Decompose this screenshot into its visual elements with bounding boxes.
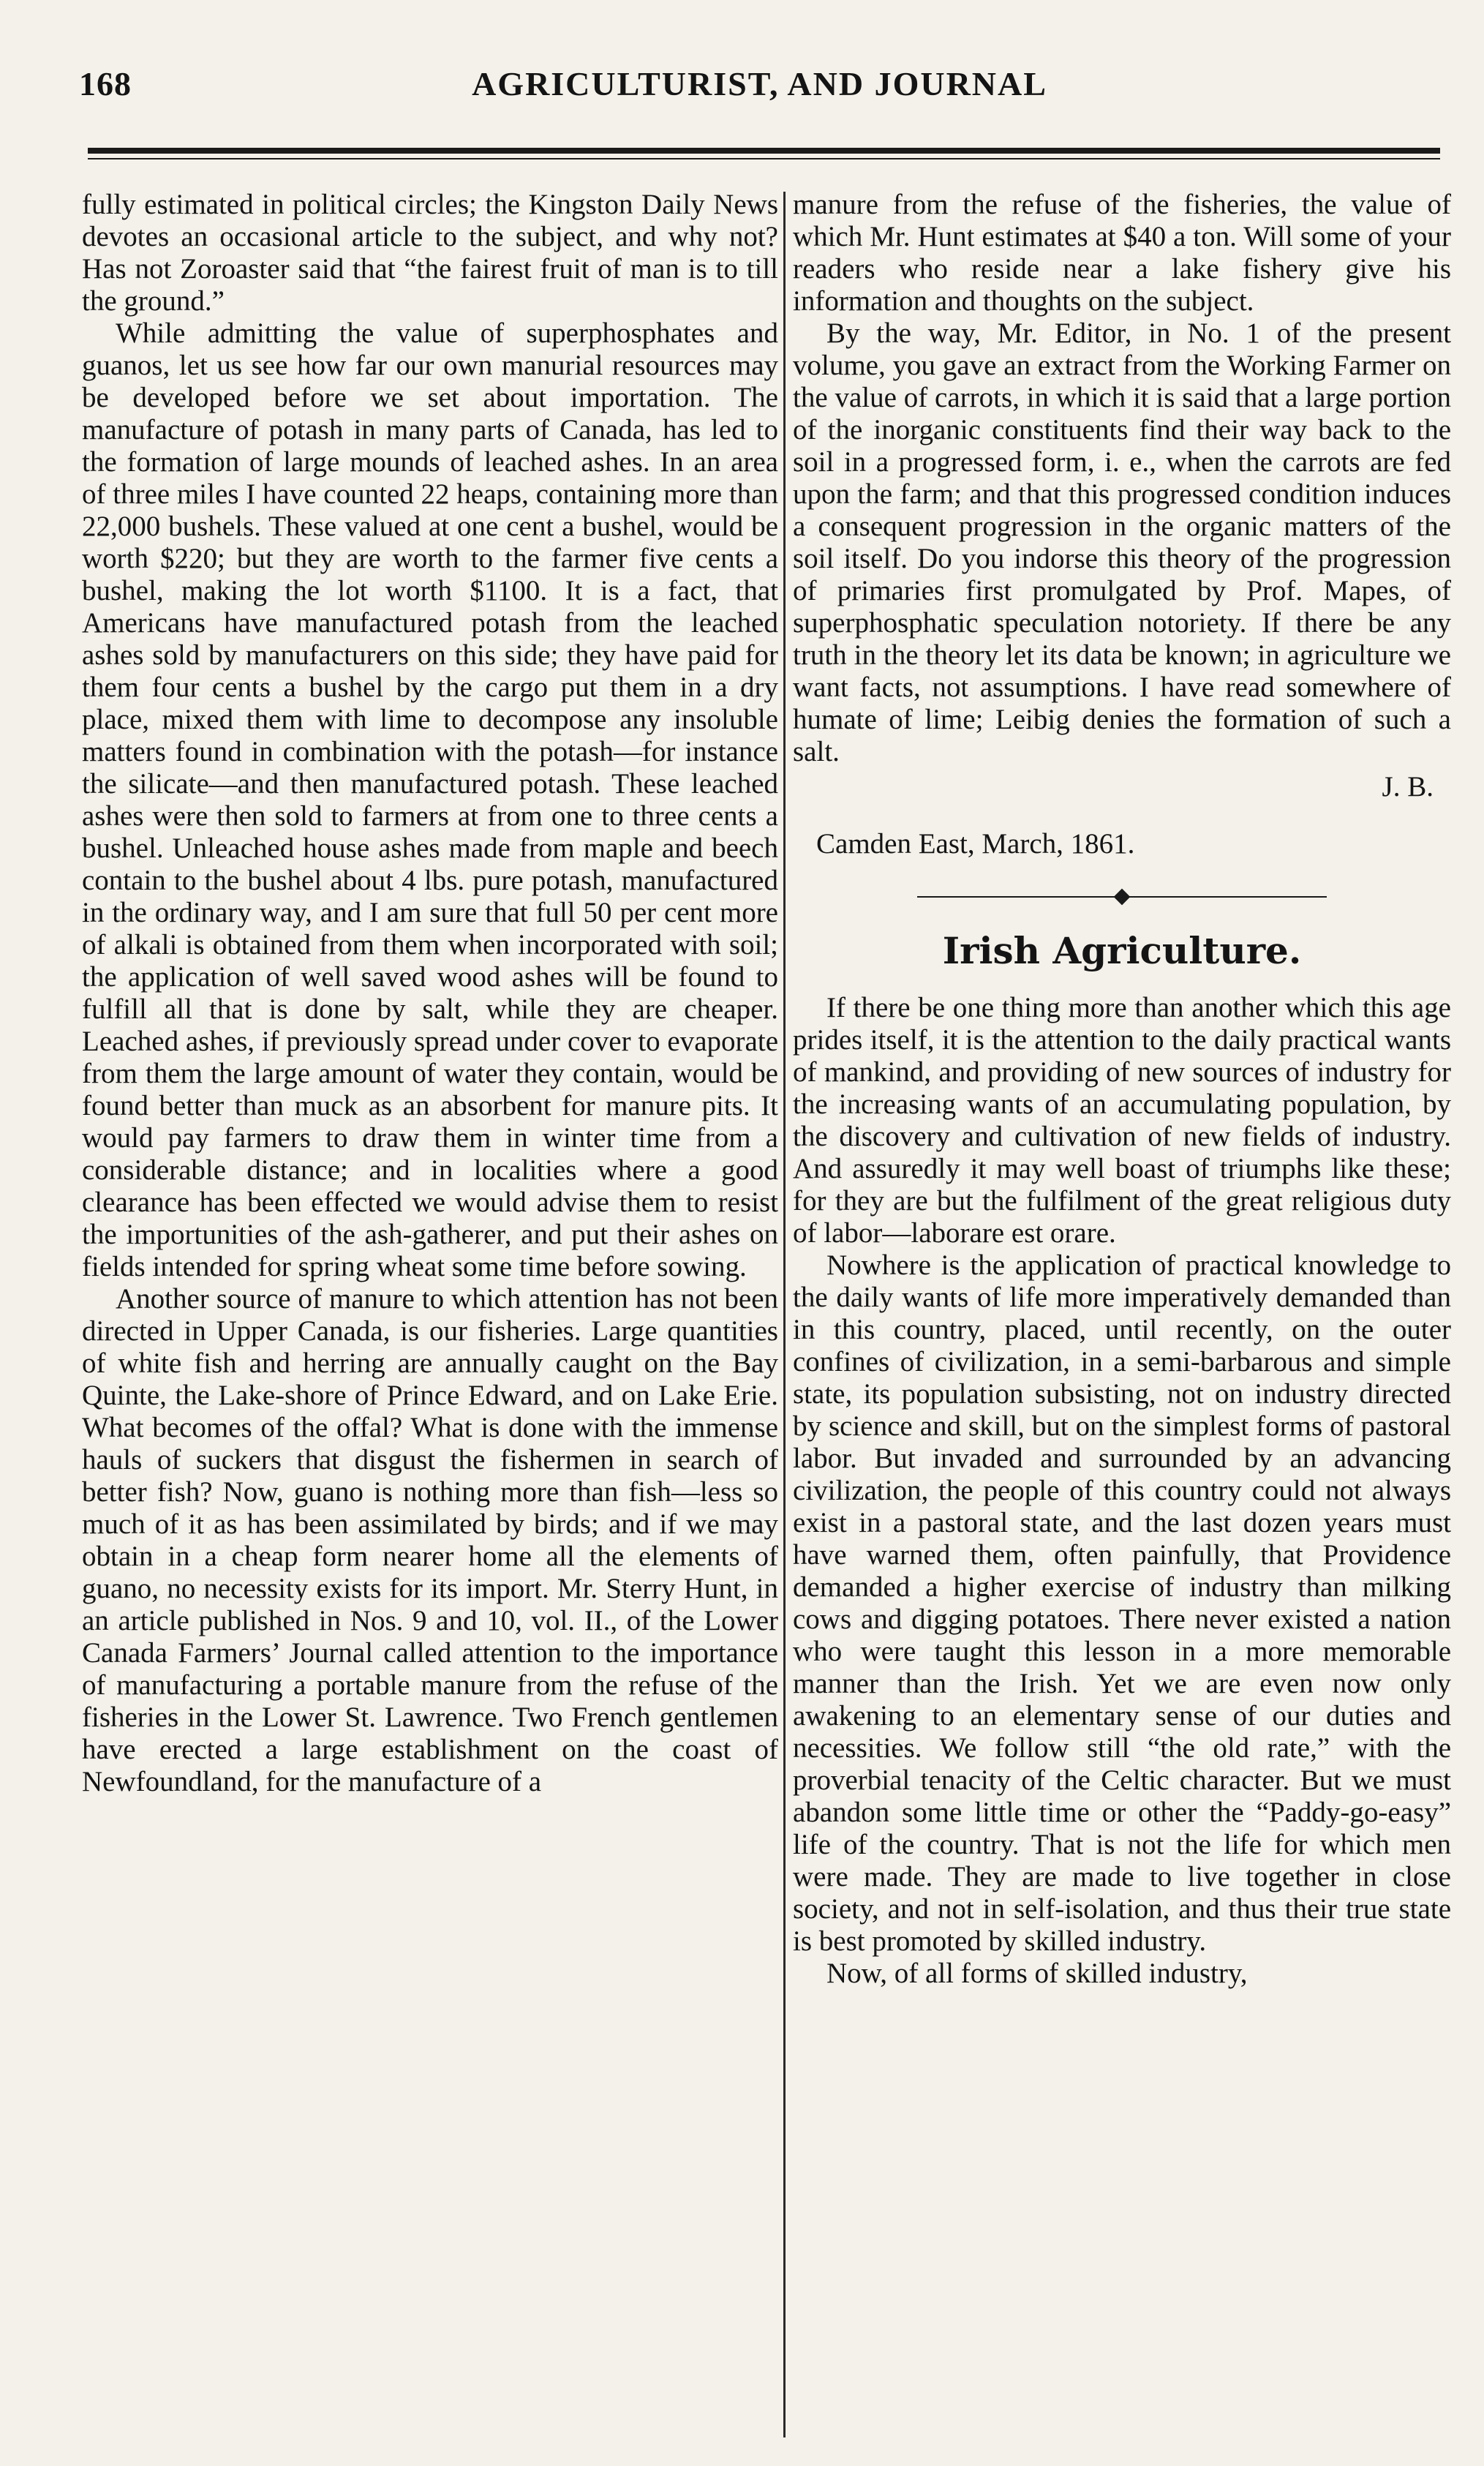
header-rule-thin [88,158,1440,159]
dateline: Camden East, March, 1861. [816,828,1135,860]
right-paragraph-1: manure from the refuse of the fisheries, the value of which Mr. Hunt estimates at $40 a ton. Will some of your readers who reside near a lake fishery give his information and thoughts on the subject. [793,189,1451,317]
section-paragraph-3: Now, of all forms of skilled industry, [826,1958,1248,1989]
left-column [82,189,778,1798]
author-signature: J. B. [1382,771,1434,802]
right-paragraph-2: By the way, Mr. Editor, in No. 1 of the present volume, you gave an extract from the Working Farmer on the value of carrots, in which it is said that a large portion of the inorganic constituents find their way back to the soil in a progressed form, i. e., when the carrots are fed upon the farm; and that this progressed condition induces a consequent progression in the organic matters of the soil itself. Do you indorse this theory of the progression of primaries first promulgated by Prof. Mapes, of superphosphatic speculation notoriety. If there be any truth in the theory let its data be known; in agriculture we want facts, not assumptions. I have read somewhere of humate of lime; Leibig denies the formation of such a salt. [793,317,1451,767]
left-paragraph-1: fully estimated in political circles; the Kingston Daily News devotes an occasional article to the subject, and why not? Has not Zoroaster said that “the fairest fruit of man is to till the ground.” [82,189,778,317]
section-title: Irish Agriculture. [942,929,1302,972]
column-divider [783,192,786,2437]
section-paragraph-1: If there be one thing more than another which this age prides itself, it is the attention to the daily practical wants of mankind, and providing of new sources of industry for the increasing wants of an accumulating population, by the discovery and cultivation of new fields of industry. And assuredly it may well boast of triumphs like these; for they are but the fulfilment of the great religious duty of labor—laborare est orare. [793,992,1451,1249]
page-header [79,64,1440,108]
running-head: AGRICULTURIST, AND JOURNAL [472,65,1047,102]
page-number: 168 [79,65,132,102]
divider-diamond-icon [1114,889,1131,906]
left-paragraph-2: While admitting the value of superphosphates and guanos, let us see how far our own manurial resources may be developed before we set about importation. The manufacture of potash in many parts of Canada, has led to the formation of large mounds of leached ashes. In an area of three miles I have counted 22 heaps, containing more than 22,000 bushels. These valued at one cent a bushel, would be worth $220; but they are worth to the farmer five cents a bushel, making the lot worth $1100. It is a fact, that Americans have manufactured potash from the leached ashes sold by manufacturers on this side; they have paid for them four cents a bushel by the cargo put them in a dry place, mixed them with lime to decompose any insoluble matters found in combination with the potash—for instance the silicate—and then manufactured potash. These leached ashes were then sold to farmers at from one to three cents a bushel. Unleached house ashes made from maple and beech contain to the bushel about 4 lbs. pure potash, manufactured in the ordinary way, and I am sure that full 50 per cent more of alkali is obtained from them when incorporated with soil; the application of well saved wood ashes will be found to fulfill all that is done by salt, while they are cheaper. Leached ashes, if previously spread under cover to evaporate from them the large amount of water they contain, would be found better than muck as an absorbent for manure pits. It would pay farmers to draw them in winter time from a considerable distance; and in localities where a good clearance has been effected we would advise them to resist the importunities of the ash-gatherer, and put their ashes on fields intended for spring wheat some time before sowing. [82,317,778,1282]
right-column [793,189,1451,1990]
section-paragraph-2: Nowhere is the application of practical knowledge to the daily wants of life more imperatively demanded than in this country, placed, until recently, on the outer confines of civilization, in a semi-barbarous and simple state, its population subsisting, not on industry directed by science and skill, but on the simplest forms of pastoral labor. But invaded and surrounded by an advancing civilization, the people of this country could not always exist in a pastoral state, and the last dozen years must have warned them, often painfully, that Providence demanded a higher exercise of industry than milking cows and digging potatoes. There never existed a nation who were taught this lesson in a more memorable manner than the Irish. Yet we are even now only awakening to an elementary sense of our duties and necessities. We follow still “the old rate,” with the proverbial tenacity of the Celtic character. But we must abandon some little time or other the “Paddy-go-easy” life of the country. That is not the life for which men were made. They are made to live together in close society, and not in self-isolation, and thus their true state is best promoted by skilled industry. [793,1249,1451,1957]
header-rule-thick [88,148,1440,154]
section-divider-ornament [793,882,1451,911]
left-paragraph-3: Another source of manure to which attention has not been directed in Upper Canada, is our fisheries. Large quantities of white fish and herring are annually caught on the Bay Quinte, the Lake-shore of Prince Edward, and on Lake Erie. What becomes of the offal? What is done with the immense hauls of suckers that disgust the fishermen in search of better fish? Now, guano is nothing more than fish—less so much of it as has been assimilated by birds; and if we may obtain in a cheap form nearer home all the elements of guano, no necessity exists for its import. Mr. Sterry Hunt, in an article published in Nos. 9 and 10, vol. II., of the Lower Canada Farmers’ Journal called attention to the importance of manufacturing a portable manure from the refuse of the fisheries in the Lower St. Lawrence. Two French gentlemen have erected a large establishment on the coast of Newfoundland, for the manufacture of a [82,1283,778,1797]
